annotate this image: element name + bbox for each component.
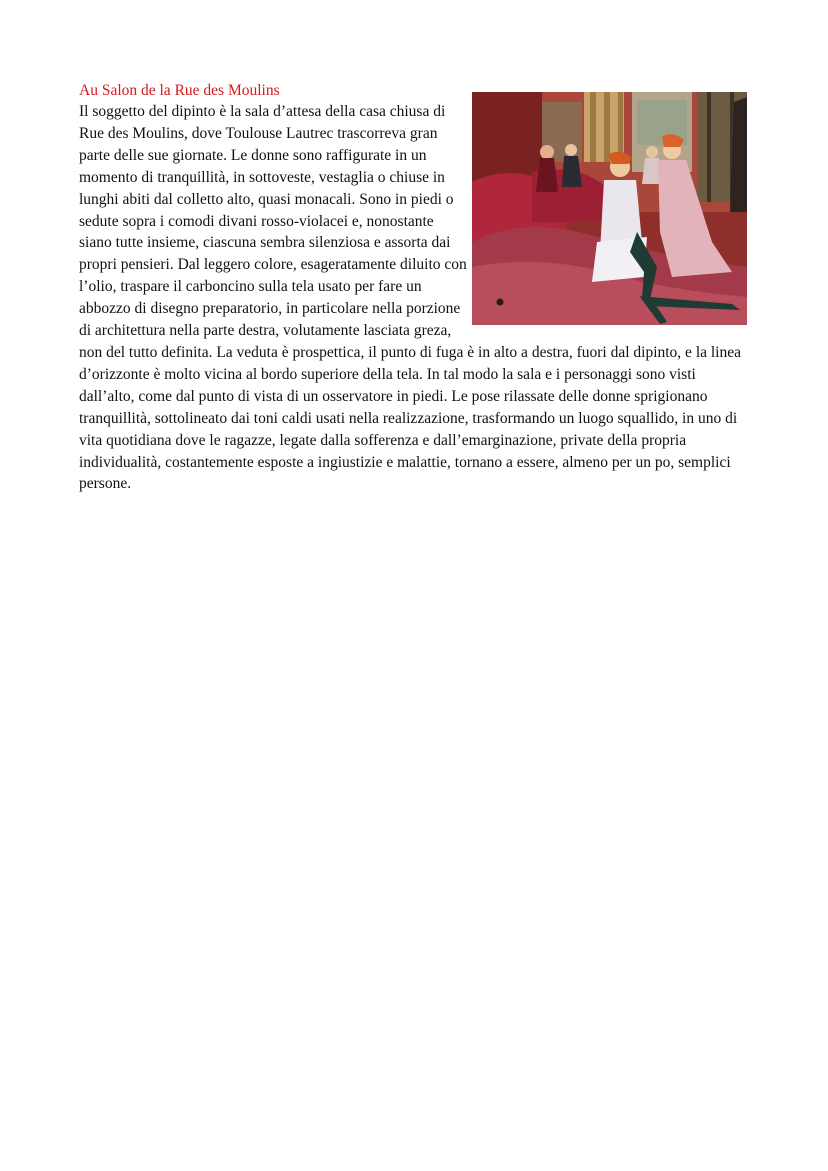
document-paragraph: Il soggetto del dipinto è la sala d’attesa della casa chiusa di Rue des Moulins, dove Toulouse Lautrec trascorreva gran parte delle sue giornate. Le donne sono raffigurate in un momento di tranquillità, in sottoveste, vestaglia o chiuse in lunghi abiti dal colletto alto, quasi monacali. Sono in piedi o sedute sopra i comodi divani rosso-violacei e, nonostante siano tutte insieme, ciascuna sembra silenziosa e assorta dai propri pensieri. Dal leggero colore, esageratamente diluito con l’olio, traspare il carboncino sulla tela usato per fare un abbozzo di disegno preparatorio, in particolare nella porzione di architettura nella parte destra, volutamente lasciata greza, non del tutto definita. La veduta è prospettica, il punto di fuga è in alto a destra, fuori dal dipinto, e la linea d’orizzonte è molto vicina al bordo superiore della tela. In tal modo la sala e i personaggi sono visti dall’alto, come dal punto di vista di un osservatore in piedi. Le pose rilassate delle donne sprigionano tranquillità, sottolineato dai toni caldi usati nella realizzazione, trasformando un luogo squallido, in uno di vita quotidiana dove le ragazze, legate dalla sofferenza e dall’emarginazione, private della propria individualità, costantemente esposte a ingiustizie e malattie, tornano a essere, almeno per un po, semplici persone.	[79, 103, 741, 493]
painting-image	[472, 92, 747, 325]
document-title: Au Salon de la Rue des Moulins	[79, 82, 280, 99]
document-page	[79, 80, 747, 495]
